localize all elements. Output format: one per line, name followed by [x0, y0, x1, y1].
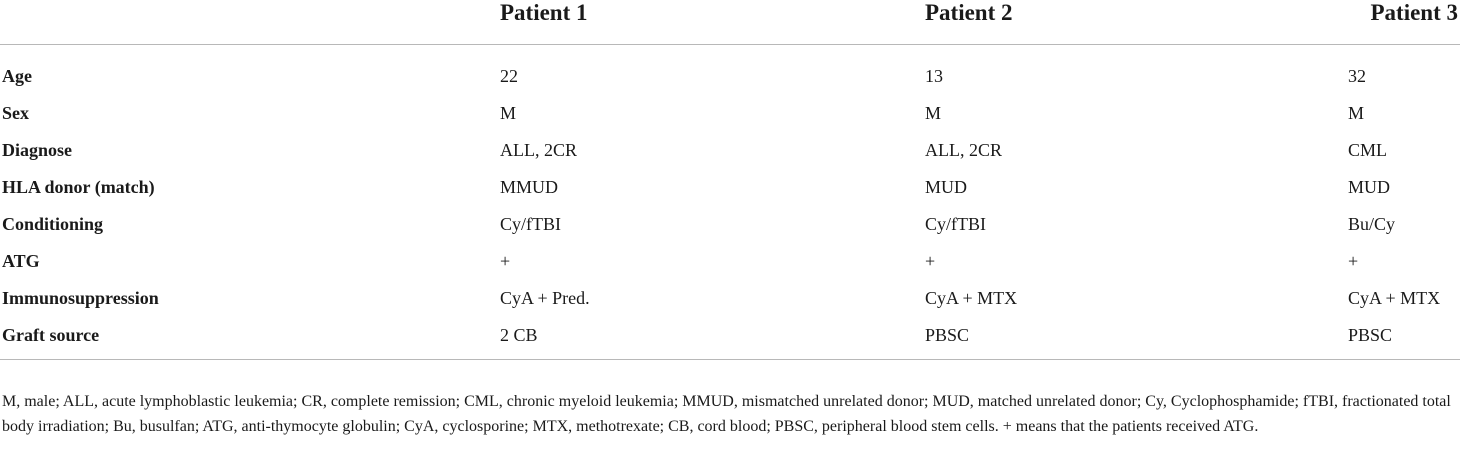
cell-patient-2: Cy/fTBI [925, 214, 986, 234]
table-row-sex [0, 102, 1460, 139]
table-row-diagnose [0, 139, 1460, 176]
table-header [0, 0, 1460, 45]
cell-patient-1: ALL, 2CR [500, 140, 578, 160]
cell-patient-1: CyA + Pred. [500, 288, 590, 308]
row-label: Sex [2, 103, 29, 123]
header-row [0, 0, 1460, 45]
cell-patient-3: MUD [1348, 177, 1391, 197]
table-row-conditioning [0, 213, 1460, 250]
cell-patient-1: M [500, 103, 517, 123]
cell-patient-1: 2 CB [500, 324, 925, 360]
row-label: Immunosuppression [2, 288, 159, 308]
table-row-graft-source [0, 324, 1460, 360]
cell-patient-2: ALL, 2CR [925, 140, 1003, 160]
cell-patient-3: CyA + MTX [1348, 288, 1441, 308]
cell-patient-3: M [1348, 103, 1365, 123]
row-label: Diagnose [2, 140, 73, 160]
row-label: ATG [2, 251, 40, 271]
cell-patient-3: 32 [1348, 66, 1366, 86]
cell-patient-1: + [500, 251, 511, 271]
row-label: Age [2, 66, 32, 86]
column-header-patient-3: Patient 3 [1348, 0, 1460, 45]
row-label: Graft source [0, 324, 500, 360]
cell-patient-2: MUD [925, 177, 968, 197]
cell-patient-1: MMUD [500, 177, 559, 197]
cell-patient-2: PBSC [925, 324, 1348, 360]
cell-patient-2: 13 [925, 66, 943, 86]
cell-patient-2: M [925, 103, 942, 123]
cell-patient-1: Cy/fTBI [500, 214, 561, 234]
column-header-patient-2: Patient 2 [925, 0, 1348, 45]
header-empty-cell [0, 0, 500, 45]
table-row-age [0, 45, 1460, 103]
cell-patient-1: 22 [500, 66, 518, 86]
row-label: HLA donor (match) [2, 177, 155, 197]
table-footnote: M, male; ALL, acute lymphoblastic leukemia; CR, complete remission; CML, chronic myeloid leukemia; MMUD, mismatched unrelated donor; MUD, matched unrelated donor; Cy, Cyclophosphamide; fTBI, fractionated total body irradiation; Bu, busulfan; ATG, anti-thymocyte globulin; CyA, cyclosporine; MTX, methotrexate; CB, cord blood; PBSC, peripheral blood stem cells. + means that the patients received ATG. [2, 393, 1451, 435]
cell-patient-2: + [925, 251, 936, 271]
cell-patient-3: PBSC [1348, 324, 1460, 360]
row-label: Conditioning [2, 214, 104, 234]
cell-patient-3: + [1348, 251, 1359, 271]
table-body [0, 45, 1460, 360]
cell-patient-3: Bu/Cy [1348, 214, 1396, 234]
cell-patient-3: CML [1348, 140, 1388, 160]
cell-patient-2: CyA + MTX [925, 288, 1018, 308]
table-row-immunosuppression [0, 287, 1460, 324]
table-row-hla-donor [0, 176, 1460, 213]
table-row-atg [0, 250, 1460, 287]
column-header-patient-1: Patient 1 [500, 0, 925, 45]
